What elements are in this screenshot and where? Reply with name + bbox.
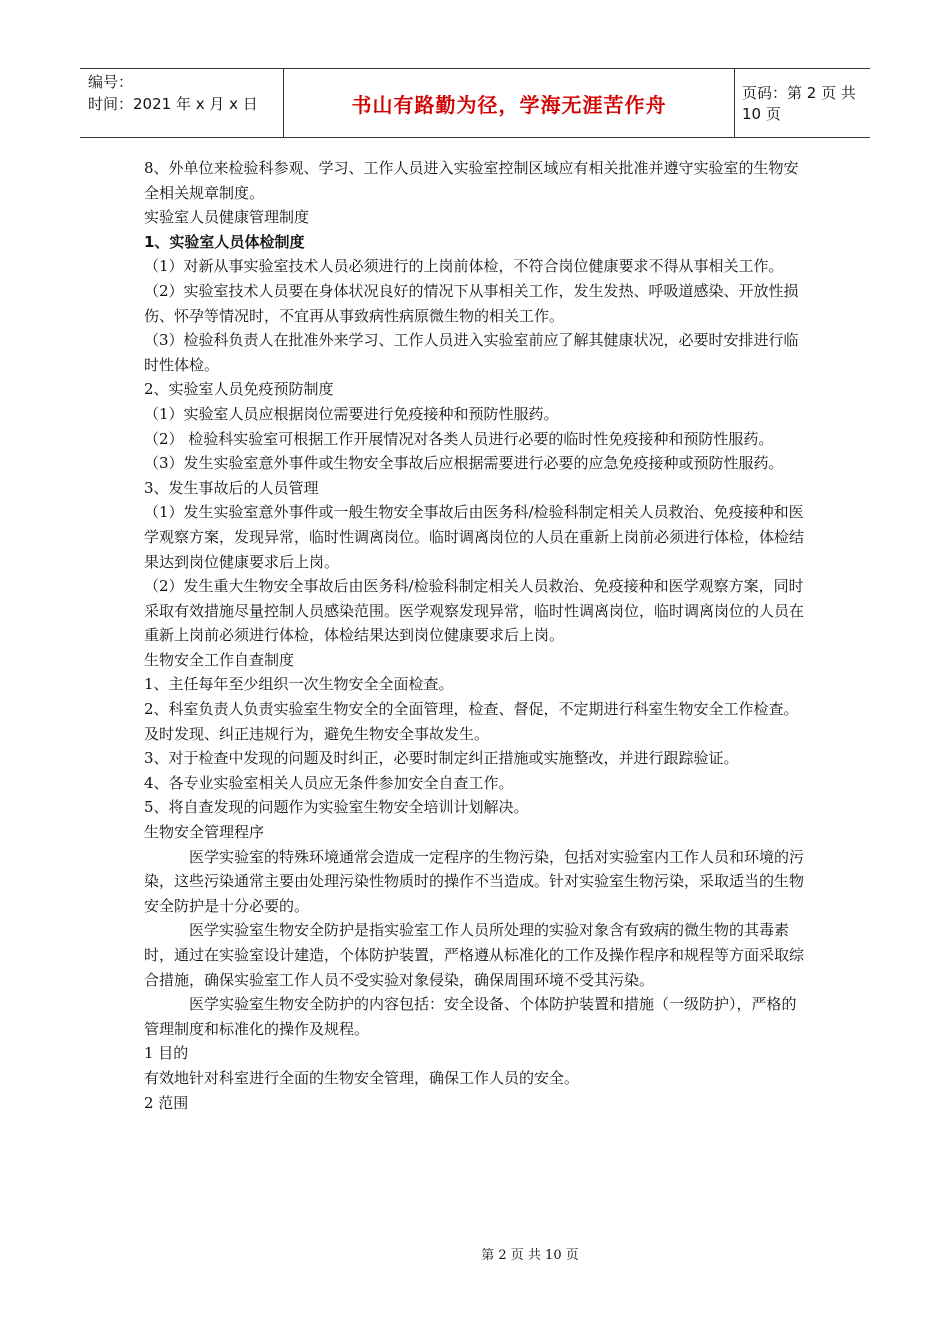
page-footer: 第 2 页 共 10 页 <box>481 1248 579 1263</box>
paragraph: 1、实验室人员体检制度 <box>144 232 305 251</box>
paragraph: 医学实验室生物安全防护的内容包括：安全设备、个体防护装置和措施（一级防护），严格的管理制度和标准化的操作及规程。 <box>144 995 797 1038</box>
paragraph: 3、对于检查中发现的问题及时纠正，必要时制定纠正措施或实施整改，并进行跟踪验证。 <box>144 749 739 768</box>
paragraph: （2） 检验科实验室可根据工作开展情况对各类人员进行必要的临时性免疫接种和预防性服药。 <box>144 429 774 448</box>
paragraph: （1）实验室人员应根据岗位需要进行免疫接种和预防性服药。 <box>144 404 559 423</box>
paragraph: 生物安全工作自查制度 <box>144 650 295 669</box>
header-left <box>88 71 288 115</box>
paragraph: 实验室人员健康管理制度 <box>144 208 310 227</box>
paragraph: 5、将自查发现的问题作为实验室生物安全培训计划解决。 <box>144 798 529 817</box>
paragraph: 1 目的 <box>144 1044 189 1063</box>
paragraph: （3）检验科负责人在批准外来学习、工作人员进入实验室前应了解其健康状况，必要时安排进行临时性体检。 <box>144 331 799 374</box>
header-page-number: 页码：第 2 页 共 10 页 <box>742 84 856 123</box>
page-header <box>80 68 870 138</box>
paragraph: 2、科室负责人负责实验室生物安全的全面管理，检查、督促，不定期进行科室生物安全工作检查。及时发现、纠正违规行为，避免生物安全事故发生。 <box>144 700 799 743</box>
paragraph: 生物安全管理程序 <box>144 823 265 842</box>
paragraph: （1）对新从事实验室技术人员必须进行的上岗前体检，不符合岗位健康要求不得从事相关工作。 <box>144 257 784 276</box>
paragraph: 有效地针对科室进行全面的生物安全管理，确保工作人员的安全。 <box>144 1068 580 1087</box>
paragraph: 3、发生事故后的人员管理 <box>144 478 319 497</box>
document-body <box>144 156 809 1115</box>
paragraph: 2、实验室人员免疫预防制度 <box>144 380 334 399</box>
header-motto: 书山有路勤为径，学海无涯苦作舟 <box>283 69 735 137</box>
paragraph: 医学实验室生物安全防护是指实验室工作人员所处理的实验对象含有致病的微生物的其毒素时，通过在实验室设计建造，个体防护装置，严格遵从标准化的工作及操作程序和规程等方面采取综合措施，确保实验室工作人员不受实验对象侵染，确保周围环境不受其污染。 <box>144 921 805 989</box>
paragraph: （2）实验室技术人员要在身体状况良好的情况下从事相关工作，发生发热、呼吸道感染、开放性损伤、怀孕等情况时，不宜再从事致病性病原微生物的相关工作。 <box>144 281 799 325</box>
paragraph: 2 范围 <box>144 1093 189 1112</box>
paragraph: （3）发生实验室意外事件或生物安全事故后应根据需要进行必要的应急免疫接种或预防性服药。 <box>144 454 784 473</box>
document-date-label: 时间：2021 年 x 月 x 日 <box>88 95 258 113</box>
paragraph: 1、主任每年至少组织一次生物安全全面检查。 <box>144 675 454 694</box>
paragraph: 4、各专业实验室相关人员应无条件参加安全自查工作。 <box>144 773 514 792</box>
document-number-label: 编号： <box>88 73 134 91</box>
paragraph: 医学实验室的特殊环境通常会造成一定程序的生物污染，包括对实验室内工作人员和环境的污染，这些污染通常主要由处理污染性物质时的操作不当造成。针对实验室生物污染，采取适当的生物安全防护是十分必要的。 <box>144 847 805 915</box>
paragraph: （1）发生实验室意外事件或一般生物安全事故后由医务科/检验科制定相关人员救治、免疫接种和医学观察方案，发现异常，临时性调离岗位。临时调离岗位的人员在重新上岗前必须进行体检，体检结果达到岗位健康要求后上岗。 <box>144 503 805 571</box>
paragraph: 8、外单位来检验科参观、学习、工作人员进入实验室控制区域应有相关批准并遵守实验室的生物安全相关规章制度。 <box>144 159 799 202</box>
paragraph: （2）发生重大生物安全事故后由医务科/检验科制定相关人员救治、免疫接种和医学观察方案，同时采取有效措施尽量控制人员感染范围。医学观察发现异常，临时性调离岗位，临时调离岗位的人员在重新上岗前必须进行体检，体检结果达到岗位健康要求后上岗。 <box>144 577 805 645</box>
